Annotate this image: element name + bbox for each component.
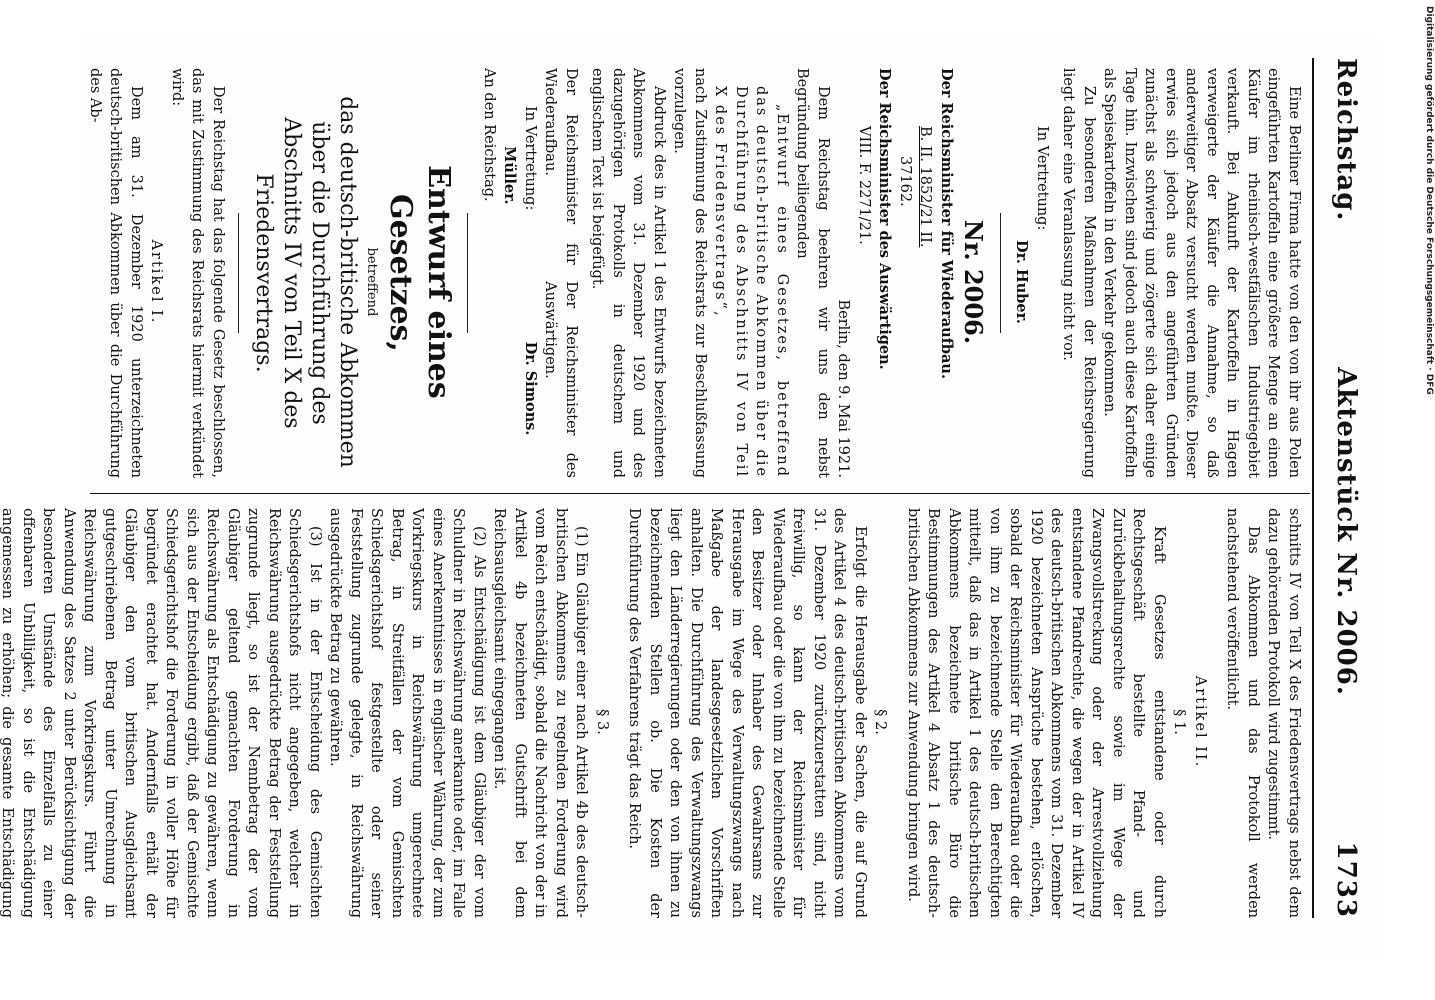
separator-rule-2 (468, 213, 469, 333)
section-3-para-2: (2) Als Entschädigung ist dem Gläubiger der vom Schuldner in Reichswährung anerkannte oder, im Falle eines Anerkenntnisses in englischer Währung, der zum Vorkriegskurs in Reichswährung umgerechnete Betrag, in Streitfällen der vom Gemischten Schiedsgerichtshof festgestellte oder seiner Feststellung zugrunde gelegte, in Reichswährung ausgedrückte Betrag zu gewähren. (327, 508, 487, 918)
section-1-text: Kraft Gesetzes entstandene oder durch Rechtsgeschäft bestellte Pfand- und Zurückbehaltungsrechte sowie im Wege der Zwangsvollstreckung oder der Arrestvollziehung entstandene Pfandrechte, die wegen der in Artikel IV des deutsch-britischen Abkommens vom 31. Dezember 1920 bezeichneten Ansprüche bestehen, erlöschen, sobald der Reichsminister für Wiederaufbau oder die von ihm zu bezeichnende Stelle den Berechtigten mitteilt, daß das in Artikel 1 des deutsch-britischen Abkommens bezeichnete britische Büro die Bestimmungen des Artikel 4 Absatz 1 des deutsch-britischen Abkommens zur Anwendung bringen wird. (905, 508, 1167, 918)
signature-right-title: Der Reichsminister des Auswärtigen. (542, 281, 579, 478)
header-left: Reichstag. (1331, 58, 1361, 222)
separator-rule-3 (238, 213, 239, 333)
signature-name: Dr. Huber. (1013, 240, 1031, 324)
article-1-continued: schnitts IV von Teil X des Friedensvertrags nebst dem dazu gehörenden Protokoll wird zugestimmt. (1265, 508, 1302, 918)
minister-heading-1: Der Reichsminister für Wiederaufbau. (938, 68, 955, 380)
reference-2: VIII. F. 2271/21. (856, 126, 872, 245)
section-3-para-1: (1) Ein Gläubiger einer nach Artikel 4b des deutsch-britischen Abkommens zu regelnden Forderung wird vom Reich entschädigt, sobald die Nachricht von der in Artikel 4b bezeichneten Gutschrift bei dem Reichsausgleichsamt eingegangen ist. (491, 508, 590, 918)
signature-left-name: Müller. (501, 146, 519, 205)
page-number: 1733 (1331, 841, 1361, 918)
intro-paragraph-2: Zu besonderen Maßnahmen der Reichsregierung liegt daher eine Veranlassung nicht vor. (1060, 68, 1097, 478)
header-center: Aktenstück Nr. 2006. (1331, 367, 1361, 696)
page-header (1322, 58, 1370, 918)
place-date: Berlin, den 9. Mai 1921. (835, 299, 852, 478)
right-column (0, 508, 1304, 918)
section-2-title: § 2. (872, 709, 889, 735)
signature-left-title: Der Reichsminister für Wiederaufbau. (542, 68, 579, 265)
section-2-text: Erfolgt die Herausgabe der Sachen, die auf Grund des Artikel 4 des deutsch-britischen Abkommens vom 31. Dezember 1920 zurückzuerstatten sind, nicht freiwillig, so kann der Reichsminister für Wiederaufbau oder die von ihm zu bezeichnende Stelle den Besitzer oder Inhaber des Gewahrsams zur Herausgabe im Wege des Verwaltungszwangs nach Maßgabe der landesgesetzlichen Vorschriften anhalten. Die Durchführung des Verwaltungszwangs liegt den Länderregierungen oder den von ihnen zu bezeichnenden Stellen ob. Die Kosten der Durchführung des Verfahrens trägt das Reich. (626, 508, 868, 918)
section-3-title: § 3. (594, 709, 610, 735)
signature-right-name: Dr. Simons. (522, 341, 539, 436)
letter-paragraph-1-end: nach Zustimmung des Reichsrats zur Beschlußfassung vorzulegen. (671, 68, 708, 478)
article-1-text: Dem am 31. Dezember 1920 unterzeichneten deutsch-britischen Abkommen über die Durchführung des Ab- (87, 68, 144, 478)
signature-in-vertretung: In Vertretung: (1034, 126, 1050, 231)
article-1-publication: Das Abkommen und das Protokoll werden nachstehend veröffentlicht. (1224, 508, 1261, 918)
article-2-title: Artikel II. (1192, 675, 1208, 769)
signature-right (499, 281, 581, 478)
column-divider (90, 493, 1310, 494)
bill-main-title: Entwurf eines Gesetzes, (383, 165, 457, 399)
addressee: An den Reichstag. (481, 68, 497, 202)
article-1-title: Artikel I. (148, 239, 165, 325)
separator-rule (1000, 213, 1001, 333)
letter-paragraph-2: Abdruck des in Artikel 1 des Entwurfs bezeichneten Abkommens vom 31. Dezember 1920 und des dazugehörigen Protokolls in deutschem und englischem Text ist beigefügt. (589, 68, 667, 478)
signature-left (499, 68, 581, 265)
section-1-title: § 1. (1171, 709, 1188, 735)
minister-heading-2: Der Reichsminister des Auswärtigen. (876, 68, 894, 370)
signature-left-vertretung: In Vertretung: (522, 106, 538, 211)
digitization-note (1423, 6, 1435, 706)
digitization-note-text: Digitalisierung gefördert durch die Deutsche Forschungsgemeinschaft · DFG (1424, 6, 1434, 395)
bill-title-quote: „Entwurf eines Gesetzes, betreffend das deutsch-britische Abkommen über die Durchführung des Abschnitts IV von Teil X des Friedensvertrags“, (712, 86, 790, 478)
enacting-clause: Der Reichstag hat das folgende Gesetz beschlossen, das mit Zustimmung des Reichsrats hiermit verkündet wird: (169, 68, 226, 478)
bill-subtitle: betreffend (364, 247, 380, 317)
left-column (87, 68, 1304, 478)
intro-paragraph: Eine Berliner Firma hatte von den von ihr aus Polen eingeführten Kartoffeln eine größere Menge an einen Käufer im rheinisch-westfälischen Industriegebiet verkauft. Bei Ankunft der Kartoffeln in Hagen verweigerte der Käufer die Annahme, so daß anderweitiger Absatz versucht werden mußte. Dieser erwies sich jedoch aus den angeführten Gründen zunächst als schwierig und zögerte sich daher einige Tage hin. Inzwischen sind jedoch auch diese Kartoffeln als Speisekartoffeln in den Verkehr gekommen. (1101, 68, 1302, 478)
section-3-para-3: (3) Ist in der Entscheidung des Gemischten Schiedsgerichtshofs nicht angegeben, welcher in Reichswährung ausgedrückte Betrag der Feststellung zugrunde liegt, so ist der Nennbetrag der vom Gläubiger geltend gemachten Forderung in Reichswährung als Entschädigung zu gewähren, wenn sich aus der Entscheidung ergibt, daß der Gemischte Schiedsgerichtshof die Forderung in voller Höhe für begründet erachtet hat. Andernfalls erhält der Gläubiger den vom britischen Ausgleichsamt gutgeschriebenen Betrag unter Umrechnung in Reichswährung zum Vorkriegskurs. Führt die Anwendung des Satzes 2 unter Berücksichtigung der besonderen Umstände des Einzelfalls zu einer offenbaren Unbilligkeit, so ist die Entschädigung angemessen zu erhöhen; die gesamte Entschädigung (0, 508, 323, 918)
reference-1b: 37162. (897, 156, 913, 207)
signature-block (499, 68, 581, 478)
header-rule (1312, 58, 1314, 918)
bill-heading: das deutsch-britische Abkommen über die Durchführung des Abschnitts IV von Teil X des Friedensvertrags. (251, 96, 360, 468)
letter-paragraph-1: Dem Reichstag beehren wir uns den nebst Begründung beiliegenden (794, 68, 831, 478)
reference-1: B. II. 1852/21 II. (917, 126, 934, 248)
document-page (0, 38, 1380, 958)
document-number-title: Nr. 2006. (959, 219, 988, 345)
